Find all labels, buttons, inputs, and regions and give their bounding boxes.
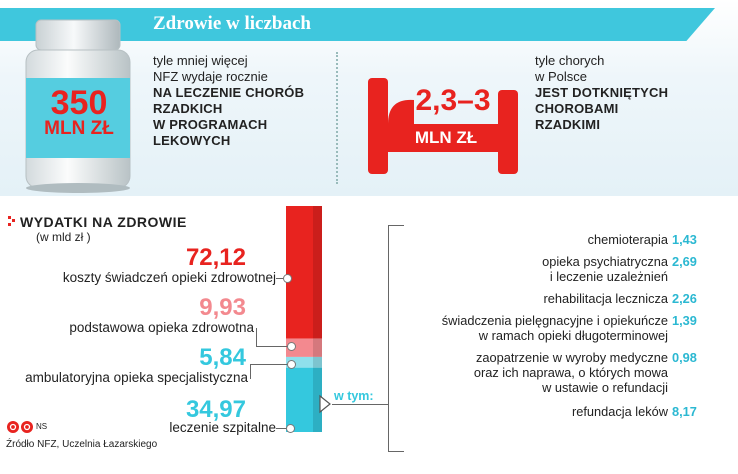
left-number: 350 [50,84,108,122]
category-label-koszty: koszty świadczeń opieki zdrowotnej [62,270,276,285]
value-label-podstawowa: 9,93 [199,294,246,321]
left-description [153,53,304,149]
left-line: tyle mniej więcej [153,53,248,68]
breakdown-item-value: 0,98 [672,350,697,365]
left-line: NFZ wydaje rocznie [153,69,268,84]
breakdown-item-value: 2,69 [672,254,697,269]
right-line-bold: CHOROBAMI [535,101,619,116]
right-description [535,53,668,133]
breakdown-item-value: 2,26 [672,291,697,306]
footer-source: Źródło NFZ, Uczelnia Łazarskiego [6,439,158,450]
category-label-szpitalne: leczenie szpitalne [169,420,276,435]
leader-dot [287,360,296,369]
breakdown-item-label: refundacja leków [571,404,668,419]
leader-line [250,364,292,365]
value-label-koszty: 72,12 [185,244,246,271]
breakdown-item-label: zaopatrzenie w wyroby medyczne oraz ich naprawa, o których mowa w ustawie o refundacji [473,350,668,395]
leader-dot [287,342,296,351]
left-line-bold: LEKOWYCH [153,133,231,148]
bar-segment-podstawowa-shade [313,339,322,357]
header-divider [336,52,338,184]
bracket-line [332,404,388,405]
chart-title: WYDATKI NA ZDROWIE [20,214,187,230]
right-unit: MLN ZŁ [414,128,478,147]
right-line: w Polsce [535,69,588,84]
chart-unit: (w mld zł ) [36,230,91,244]
bar-segment-koszty-shade [313,206,322,339]
breakdown-item-label: świadczenia pielęgnacyjne i opiekuńcze w ramach opieki długoterminowej [441,313,668,343]
left-unit: MLN ZŁ [44,118,114,139]
bracket-spine [388,225,389,452]
breakdown-item-label: rehabilitacja lecznicza [543,291,668,306]
bracket-top [388,225,404,226]
right-line-bold: JEST DOTKNIĘTYCH [535,85,669,100]
category-label-ambulatoryjna: ambulatoryjna opieka specjalistyczna [25,370,248,385]
footer-badge: NS [36,422,48,431]
section-marker-icon [6,214,18,228]
leader-dot [286,424,295,433]
left-line-bold: NA LECZENIE CHORÓB [153,85,305,100]
category-label-podstawowa: podstawowa opieka zdrowotna [69,320,254,335]
breakdown-arrow-icon [318,394,332,414]
page-title: Zdrowie w liczbach [153,13,311,34]
left-line-bold: W PROGRAMACH [153,117,268,132]
left-line-bold: RZADKICH [153,101,223,116]
leader-line [256,328,257,347]
leader-line [250,364,251,379]
right-line: tyle chorych [535,53,605,68]
breakdown-item-label: chemioterapia [587,232,668,247]
value-label-szpitalne: 34,97 [185,396,246,423]
breakdown-item-value: 1,43 [672,232,697,247]
bracket-bottom [388,451,404,452]
breakdown-item-label: opieka psychiatryczna i leczenie uzależnień [542,254,668,284]
breakdown-item-value: 8,17 [672,404,697,419]
value-label-ambulatoryjna: 5,84 [199,344,246,371]
cc-license-icon [6,420,38,434]
bar-segment-ambulatoryjna-shade [313,357,322,368]
breakdown-item-value: 1,39 [672,313,697,328]
right-line-bold: RZADKIMI [535,117,601,132]
leader-dot [283,274,292,283]
right-number: 2,3–3 [415,84,491,117]
breakdown-label: w tym: [334,389,374,403]
